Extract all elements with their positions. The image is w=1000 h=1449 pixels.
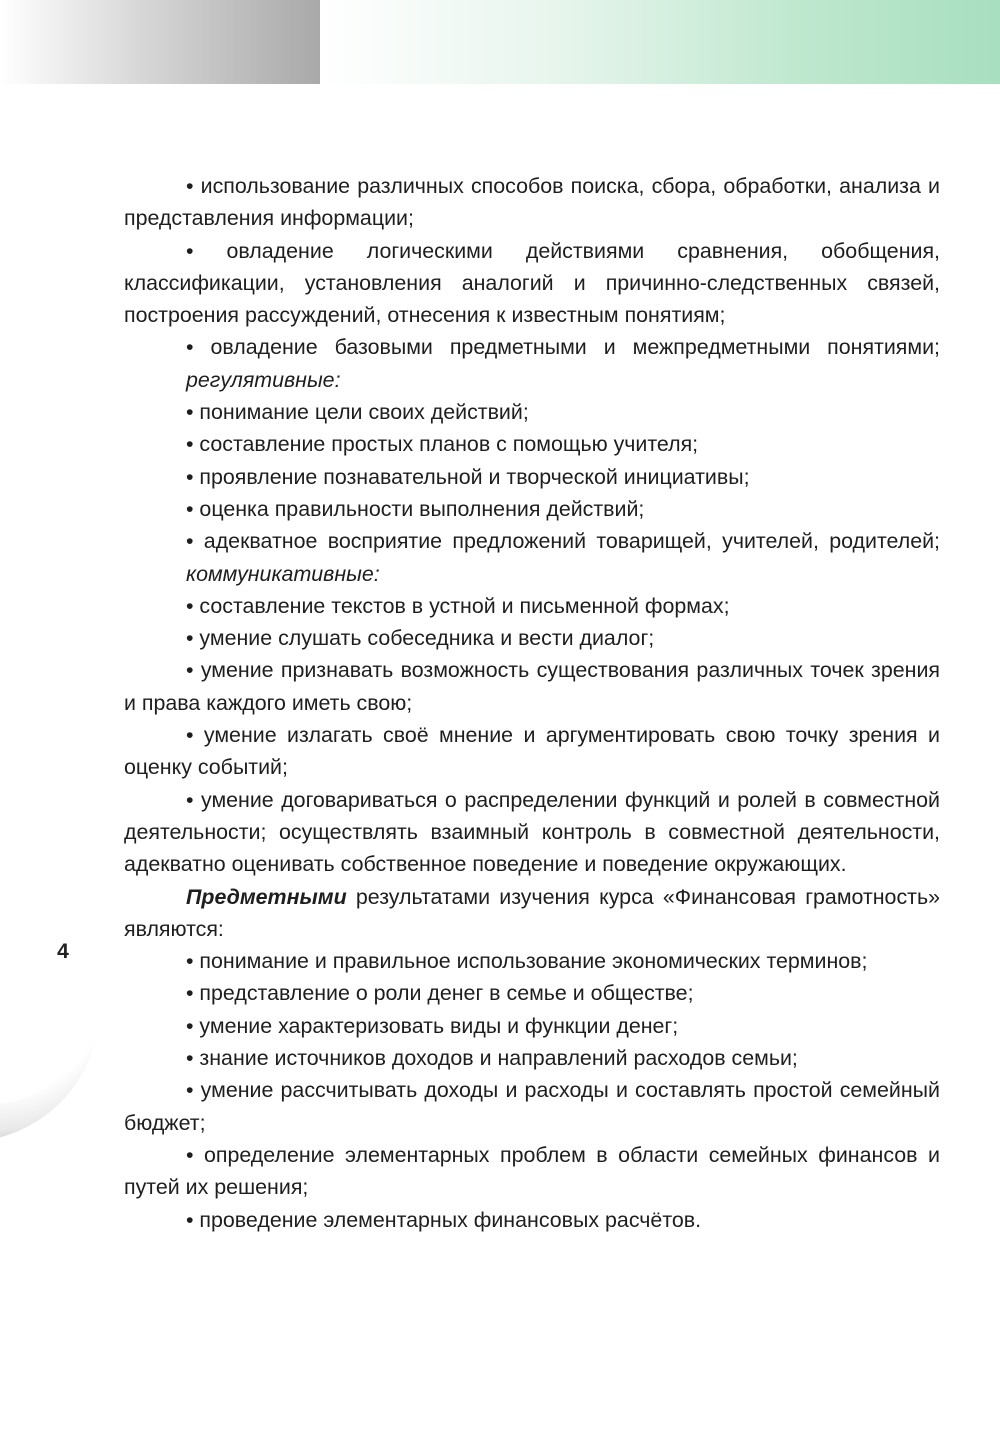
list-item: • использование различных способов поиска, сбора, обработки, анализа и представления информации; bbox=[124, 174, 940, 231]
list-item: • умение договариваться о распределении функций и ролей в совместной деятельности; осуществлять взаимный контроль в совместной деятельности, адекватно оценивать собственное поведение и поведение окружающих. bbox=[124, 787, 940, 877]
list-item: • овладение базовыми предметными и межпредметными понятиями; bbox=[186, 335, 940, 360]
list-item: • проявление познавательной и творческой инициативы; bbox=[186, 464, 750, 489]
list-item: • умение характеризовать виды и функции денег; bbox=[186, 1013, 679, 1038]
list-item: • умение рассчитывать доходы и расходы и составлять простой семейный бюджет; bbox=[124, 1078, 940, 1135]
header-band-green bbox=[320, 0, 1000, 84]
subject-results-intro-text: результатами изучения курса «Финансовая грамотность» являются: bbox=[124, 884, 940, 941]
list-item: • овладение логическими действиями сравнения, обобщения, классификации, установления аналогий и причинно-следственных связей, построения рассуждений, отнесения к известным понятиям; bbox=[124, 238, 940, 328]
list-item: • понимание цели своих действий; bbox=[186, 400, 529, 425]
list-item: • определение элементарных проблем в области семейных финансов и путей их решения; bbox=[124, 1142, 940, 1200]
list-item: • проведение элементарных финансовых расчётов. bbox=[186, 1207, 702, 1232]
section-label-regulative: регулятивные: bbox=[186, 367, 341, 392]
subject-results-bold: Предметными bbox=[186, 884, 347, 909]
list-item: • представление о роли денег в семье и обществе; bbox=[186, 981, 694, 1006]
subject-results-intro bbox=[124, 881, 940, 946]
list-item: • умение признавать возможность существования различных точек зрения и права каждого иметь свою; bbox=[124, 658, 940, 715]
page-content bbox=[124, 170, 940, 1236]
list-item: • умение слушать собеседника и вести диалог; bbox=[186, 626, 655, 651]
list-item: • знание источников доходов и направлений расходов семьи; bbox=[186, 1046, 798, 1071]
header-band-gray bbox=[0, 0, 320, 84]
page-number: 4 bbox=[57, 940, 69, 963]
list-item: • понимание и правильное использование экономических терминов; bbox=[186, 949, 868, 974]
list-item: • адекватное восприятие предложений товарищей, учителей, родителей; bbox=[186, 529, 940, 554]
section-label-communicative: коммуникативные: bbox=[186, 561, 380, 586]
list-item: • составление простых планов с помощью учителя; bbox=[186, 432, 699, 457]
list-item: • составление текстов в устной и письменной формах; bbox=[186, 593, 730, 618]
list-item: • оценка правильности выполнения действий; bbox=[186, 496, 645, 521]
list-item: • умение излагать своё мнение и аргументировать свою точку зрения и оценку событий; bbox=[124, 723, 940, 780]
